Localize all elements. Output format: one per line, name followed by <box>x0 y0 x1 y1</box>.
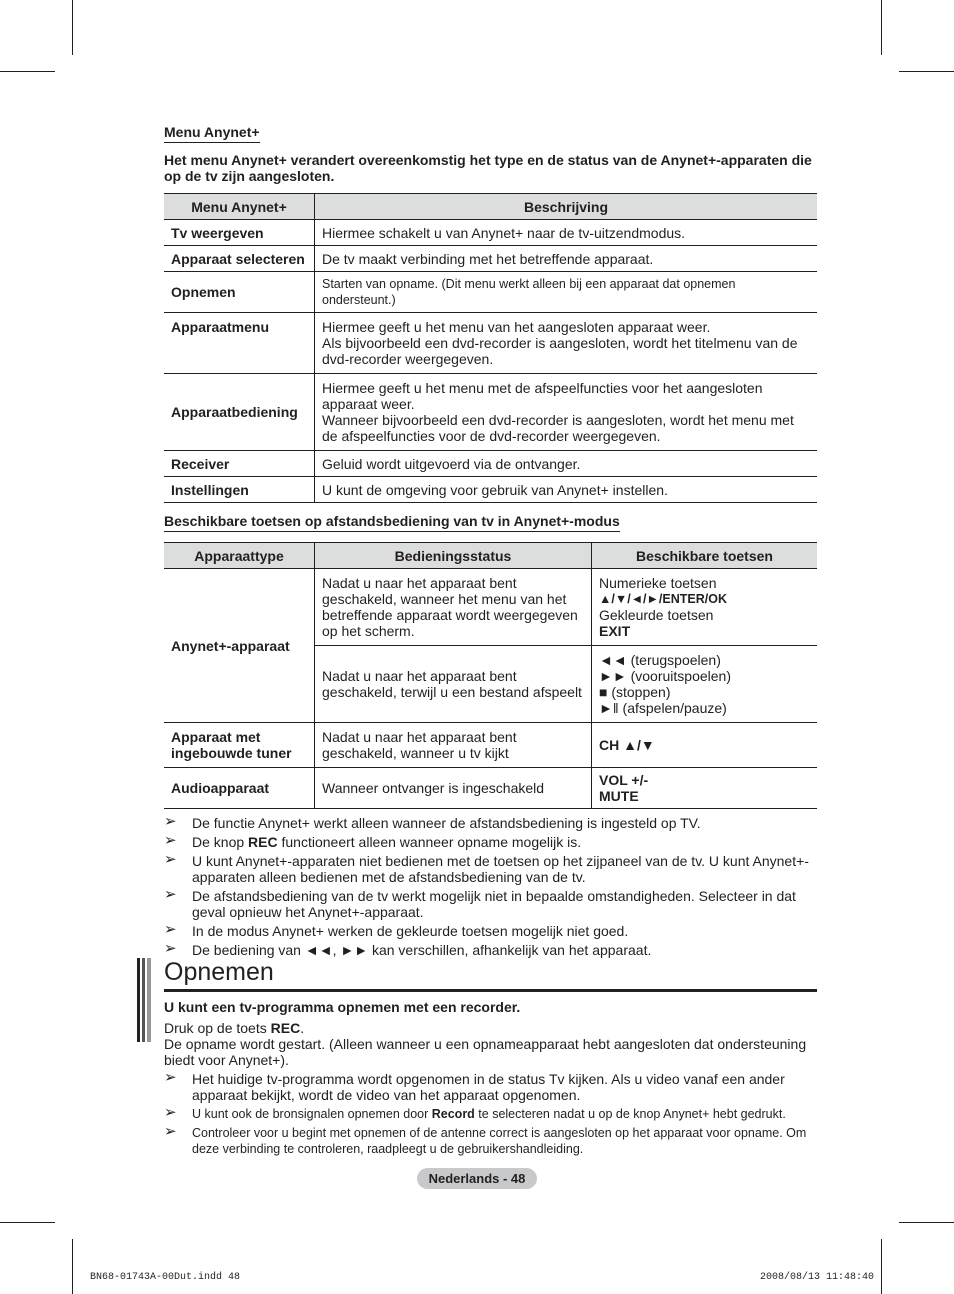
arrow-icon: ➢ <box>164 1123 177 1140</box>
column-header: Menu Anynet+ <box>164 194 315 220</box>
row-desc <box>315 374 818 451</box>
note-item <box>164 942 817 958</box>
section-heading-keys: Beschikbare toetsen op afstandsbediening van tv in Anynet+-modus <box>164 513 620 532</box>
note-item <box>164 815 817 831</box>
note-text: In de modus Anynet+ werken de gekleurde toetsen mogelijk niet goed. <box>192 923 629 939</box>
arrow-icon: ➢ <box>164 813 177 830</box>
crop-mark <box>72 0 73 55</box>
arrow-icon: ➢ <box>164 832 177 849</box>
table-header-row <box>164 543 817 569</box>
column-header: Beschikbare toetsen <box>592 543 818 569</box>
row-desc: Starten van opname. (Dit menu werkt alleen bij een apparaat dat opnemen ondersteunt.) <box>315 272 818 313</box>
table-row <box>164 477 817 503</box>
notes-list <box>164 815 817 958</box>
body-text: De opname wordt gestart. (Alleen wanneer u een opnameapparaat hebt aangesloten dat ondersteuning biedt voor Anynet+). <box>164 1036 807 1068</box>
arrow-icon: ➢ <box>164 940 177 957</box>
desc-line: Wanneer bijvoorbeeld een dvd-recorder is aangesloten, wordt het menu met de afspeelfuncties voor de dvd-recorder weergegeven. <box>322 412 794 444</box>
column-header: Beschrijving <box>315 194 818 220</box>
desc-line: Hiermee geeft u het menu met de afspeelfuncties voor het aangesloten apparaat weer. <box>322 380 763 412</box>
intro-text: Het menu Anynet+ verandert overeenkomstig het type en de status van de Anynet+-apparaten die op de tv zijn aangesloten. <box>164 152 812 184</box>
row-name: Apparaatmenu <box>164 313 315 374</box>
crop-mark <box>881 1239 882 1294</box>
crop-mark <box>881 0 882 55</box>
note-text: De afstandsbediening van de tv werkt mogelijk niet in bepaalde omstandigheden. Selecteer in dat geval opnieuw het Anynet+-apparaat. <box>192 888 796 920</box>
table-row <box>164 768 817 809</box>
column-header: Apparaattype <box>164 543 315 569</box>
control-status: Nadat u naar het apparaat bent geschakeld, wanneer u tv kijkt <box>315 723 592 768</box>
control-status: Nadat u naar het apparaat bent geschakeld, terwijl u een bestand afspeelt <box>315 646 592 723</box>
key-line: ◄◄ (terugspoelen) <box>599 652 721 668</box>
available-keys <box>592 569 818 646</box>
table-row <box>164 272 817 313</box>
menu-table <box>164 193 817 503</box>
key-line: ►► (vooruitspoelen) <box>599 668 731 684</box>
note-text: Het huidige tv-programma wordt opgenomen in de status Tv kijken. Als u video vanaf een ander apparaat bekijkt, wordt de video van het apparaat opgenomen. <box>192 1071 785 1103</box>
desc-line: Als bijvoorbeeld een dvd-recorder is aangesloten, wordt het titelmenu van de dvd-recorder weergegeven. <box>322 335 798 367</box>
note-item <box>164 834 817 850</box>
note-item <box>164 923 817 939</box>
section-title: Opnemen <box>164 957 817 992</box>
opnemen-subtitle: U kunt een tv-programma opnemen met een recorder. <box>164 999 521 1015</box>
table-row <box>164 451 817 477</box>
control-status: Wanneer ontvanger is ingeschakeld <box>315 768 592 809</box>
crop-mark <box>0 71 55 72</box>
note-item <box>164 853 817 885</box>
slug-date: 2008/08/13 11:48:40 <box>760 1272 875 1283</box>
available-keys <box>592 646 818 723</box>
row-desc: Hiermee schakelt u van Anynet+ naar de tv-uitzendmodus. <box>315 220 818 246</box>
note-item <box>164 1106 817 1122</box>
key-line: MUTE <box>599 788 639 804</box>
key-line: ■ (stoppen) <box>599 684 671 700</box>
row-name: Tv weergeven <box>164 220 315 246</box>
row-name: Opnemen <box>164 272 315 313</box>
step-bold: REC <box>270 1020 301 1036</box>
control-status: Nadat u naar het apparaat bent geschakeld, wanneer het menu van het betreffende apparaat wordt weergegeven op het scherm. <box>315 569 592 646</box>
step-text-pre: Druk op de toets <box>164 1020 271 1036</box>
arrow-icon: ➢ <box>164 1069 177 1086</box>
row-desc: U kunt de omgeving voor gebruik van Anynet+ instellen. <box>315 477 818 503</box>
row-name: Receiver <box>164 451 315 477</box>
step-text <box>164 1020 817 1036</box>
main-content <box>164 124 817 961</box>
section-bar-decoration <box>137 958 151 1042</box>
table-row <box>164 723 817 768</box>
key-line: VOL +/- <box>599 772 649 788</box>
key-line: ▲/▼/◄/►/ENTER/OK <box>599 592 727 606</box>
table-row <box>164 569 817 646</box>
table-row <box>164 246 817 272</box>
key-line: Numerieke toetsen <box>599 575 717 591</box>
row-desc <box>315 313 818 374</box>
arrow-icon: ➢ <box>164 1104 177 1121</box>
crop-mark <box>899 71 954 72</box>
column-header: Bedieningsstatus <box>315 543 592 569</box>
table-row <box>164 313 817 374</box>
crop-mark <box>0 1222 55 1223</box>
device-type: Anynet+-apparaat <box>164 569 315 723</box>
key-line: EXIT <box>599 623 631 639</box>
row-name: Apparaat selecteren <box>164 246 315 272</box>
note-item <box>164 1071 817 1103</box>
device-type: Apparaat met ingebouwde tuner <box>164 723 315 768</box>
row-desc: Geluid wordt uitgevoerd via de ontvanger. <box>315 451 818 477</box>
desc-line: Hiermee geeft u het menu van het aangesloten apparaat weer. <box>322 319 711 335</box>
available-keys: CH ▲/▼ <box>592 723 818 768</box>
row-desc: De tv maakt verbinding met het betreffende apparaat. <box>315 246 818 272</box>
note-text: te selecteren nadat u op de knop Anynet+ hebt gedrukt. <box>474 1107 786 1121</box>
note-text: De knop <box>192 834 249 850</box>
note-text: functioneert alleen wanneer opname mogelijk is. <box>277 834 582 850</box>
note-text: De functie Anynet+ werkt alleen wanneer de afstandsbediening is ingesteld op TV. <box>192 815 701 831</box>
note-text: U kunt ook de bronsignalen opnemen door <box>192 1107 432 1121</box>
opnemen-notes <box>164 1071 817 1157</box>
row-name: Apparaatbediening <box>164 374 315 451</box>
slug-file: BN68-01743A-00Dut.indd 48 <box>90 1272 241 1283</box>
device-type: Audioapparaat <box>164 768 315 809</box>
available-keys <box>592 768 818 809</box>
note-item <box>164 888 817 920</box>
note-text: Controleer voor u begint met opnemen of de antenne correct is aangesloten op het apparaat voor opname. Om deze verbinding te controleren, raadpleegt u de gebruikershandleiding. <box>192 1126 807 1156</box>
key-line: Gekleurde toetsen <box>599 607 714 623</box>
arrow-icon: ➢ <box>164 921 177 938</box>
arrow-icon: ➢ <box>164 886 177 903</box>
section-heading-menu: Menu Anynet+ <box>164 124 260 143</box>
note-text: U kunt Anynet+-apparaten niet bedienen met de toetsen op het zijpaneel van de tv. U kunt Anynet+-apparaten alleen bedienen met de afstandsbediening van de tv. <box>192 853 809 885</box>
note-bold: REC <box>248 834 278 850</box>
page-number-badge: Nederlands - 48 <box>417 1168 537 1189</box>
opnemen-body <box>164 999 817 1160</box>
table-header-row <box>164 194 817 220</box>
note-text: De bediening van ◄◄, ►► kan verschillen, afhankelijk van het apparaat. <box>192 942 652 958</box>
row-name: Instellingen <box>164 477 315 503</box>
crop-mark <box>72 1239 73 1294</box>
note-bold: Record <box>431 1107 475 1121</box>
keys-table <box>164 542 817 809</box>
key-line: ►‖ (afspelen/pauze) <box>599 700 727 716</box>
table-row <box>164 374 817 451</box>
step-text-post: . <box>300 1020 305 1036</box>
crop-mark <box>899 1222 954 1223</box>
note-item <box>164 1125 817 1157</box>
arrow-icon: ➢ <box>164 851 177 868</box>
table-row <box>164 220 817 246</box>
